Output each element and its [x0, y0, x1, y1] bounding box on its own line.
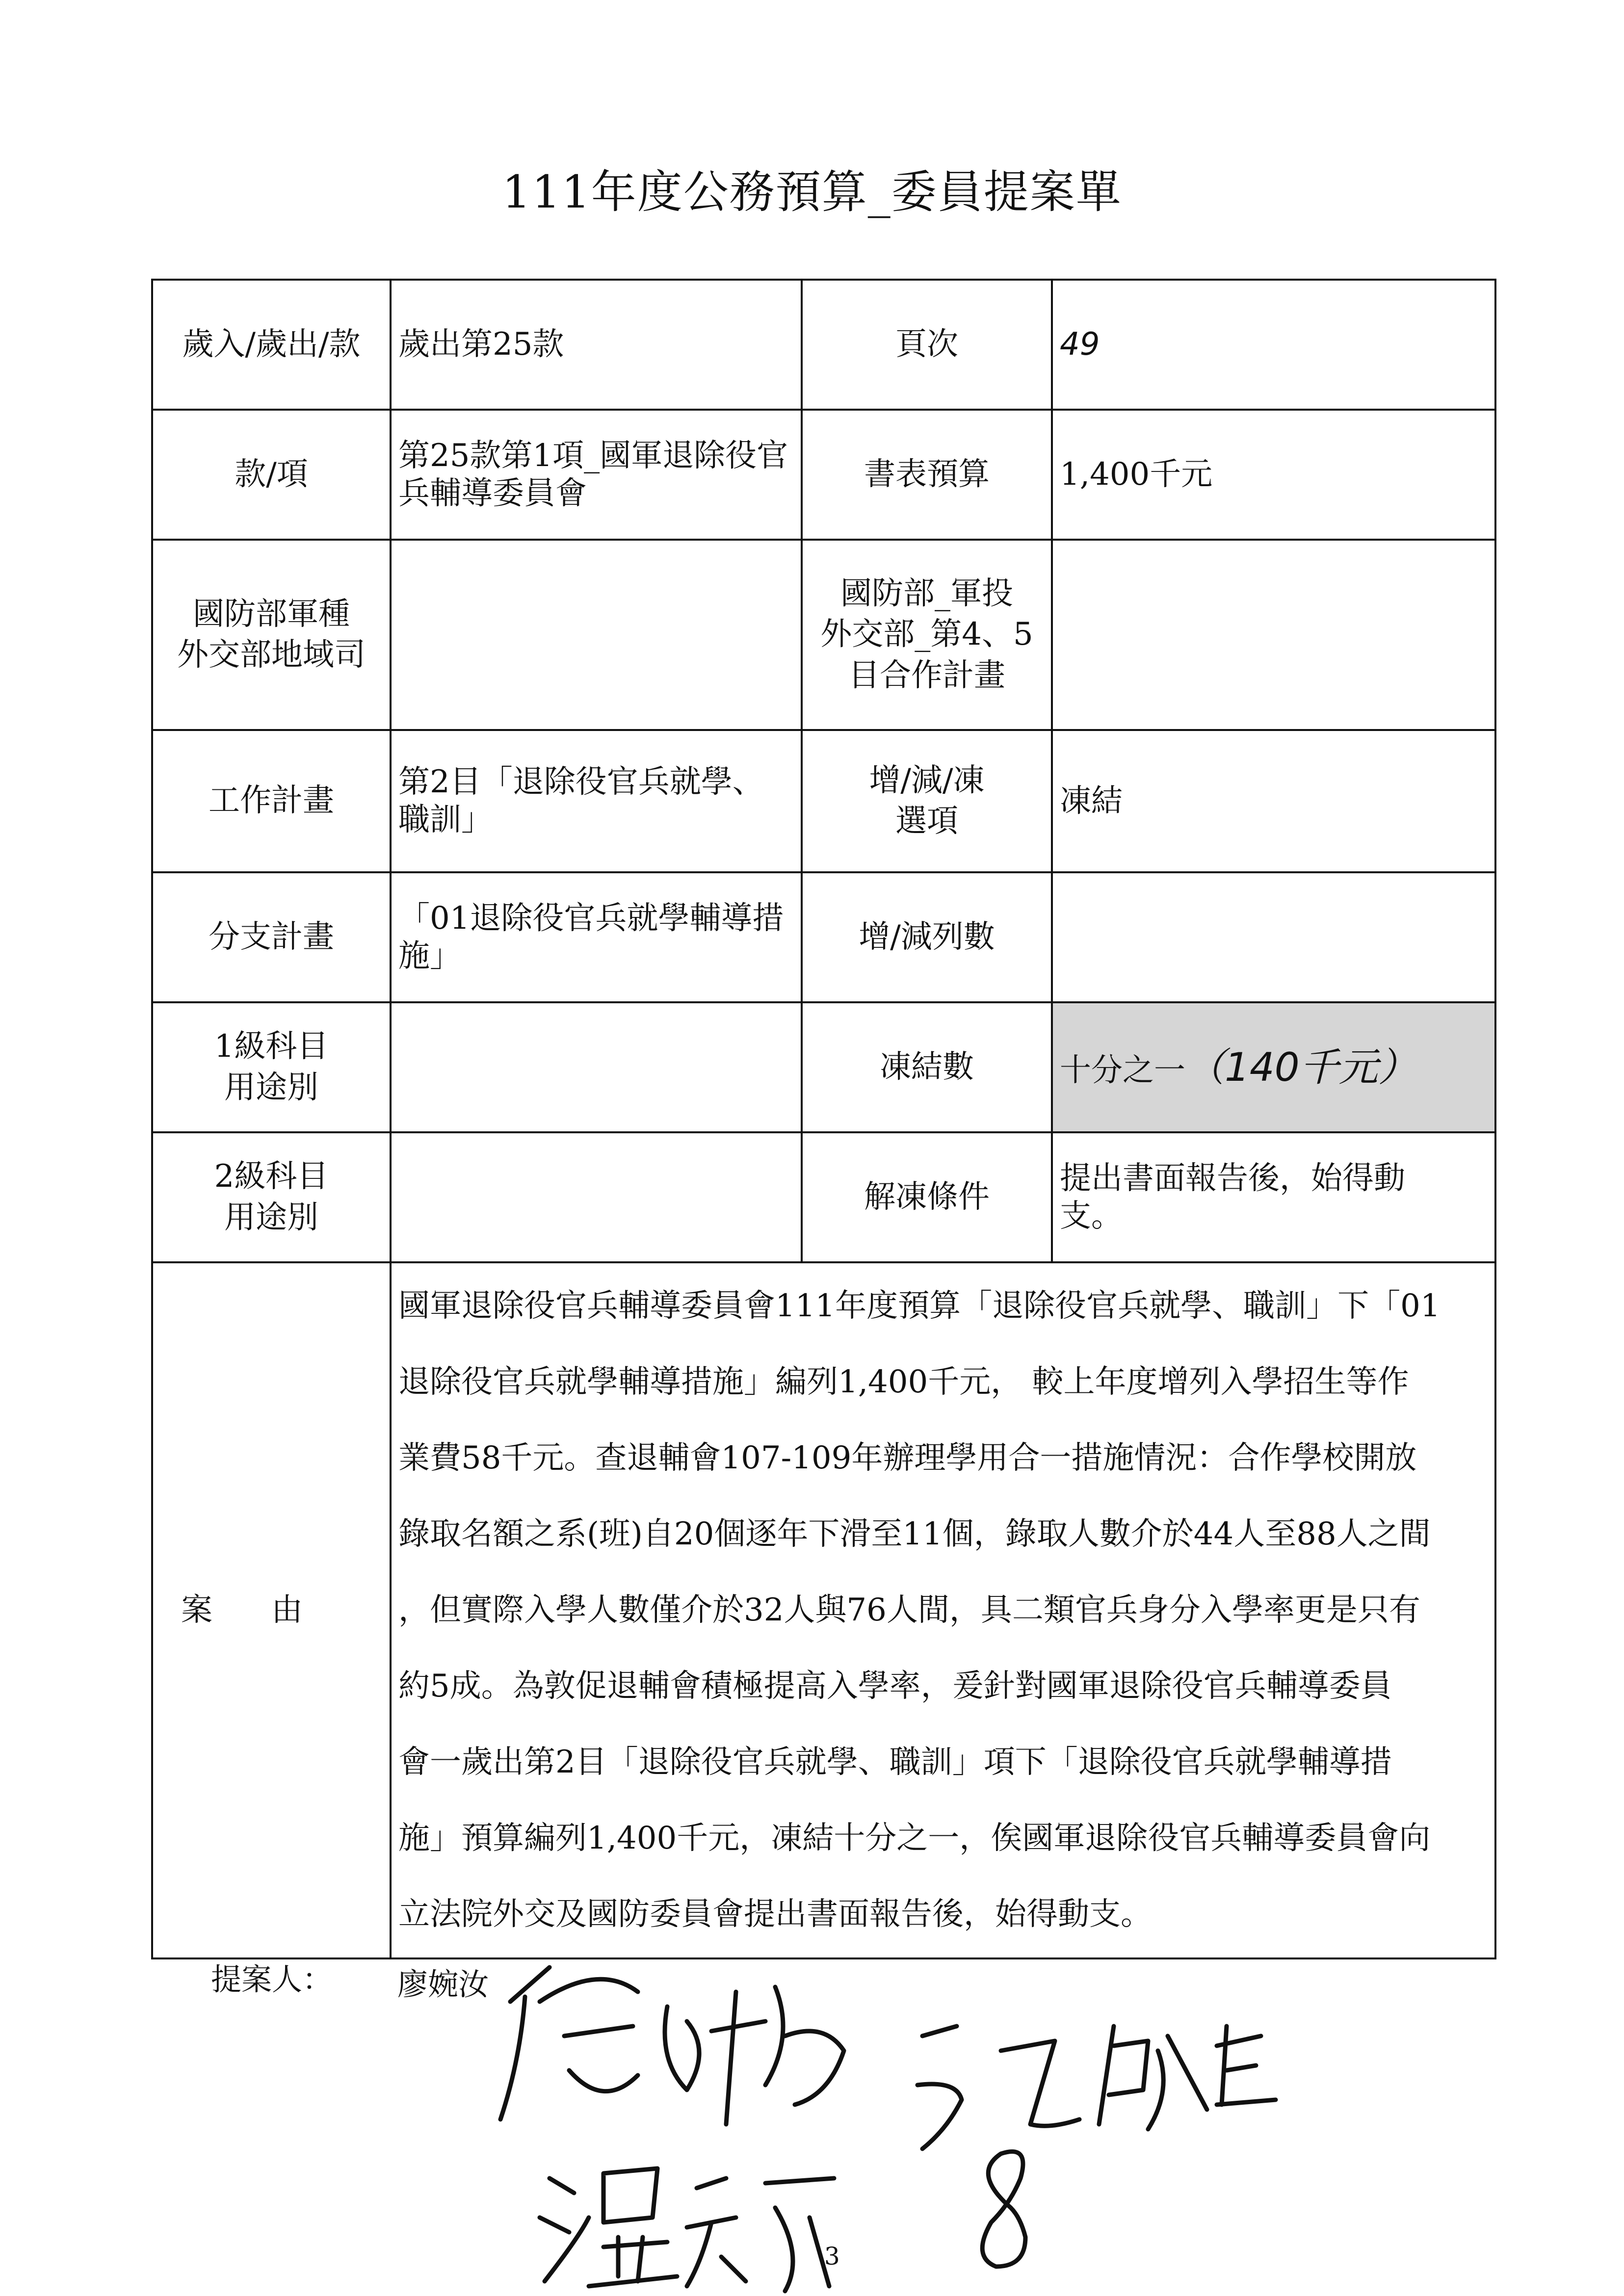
reason-line: 退除役官兵就學輔導措施」編列1,400千元， 較上年度增列入學招生等作	[398, 1364, 1409, 1400]
label-item: 款/項	[152, 410, 391, 540]
label-change-amount: 增/減列數	[802, 872, 1052, 1002]
label-section: 歲入/歲出/款	[152, 280, 391, 410]
proposer-label: 提案人：	[211, 1961, 333, 1997]
reason-line: 會一歲出第2目「退除役官兵就學、職訓」項下「退除役官兵就學輔導措	[398, 1744, 1392, 1780]
reason-line: 施」預算編列1,400千元，凍結十分之一，俟國軍退除役官兵輔導委員會向	[398, 1820, 1431, 1856]
label-reason: 案由	[152, 1262, 391, 1958]
value-budget: 1,400千元	[1052, 410, 1495, 540]
label-unfreeze-condition: 解凍條件	[802, 1132, 1052, 1262]
label-page: 頁次	[802, 280, 1052, 410]
label-freeze-amount: 凍結數	[802, 1002, 1052, 1132]
value-branch-plan: 「01退除役官兵就學輔導措 施」	[391, 872, 802, 1002]
label-ministry-division: 國防部軍種 外交部地域司	[152, 540, 391, 730]
reason-line: 業費58千元。查退輔會107-109年辦理學用合一措施情況：合作學校開放	[398, 1440, 1417, 1476]
label-level2-subject: 2級科目 用途別	[152, 1132, 391, 1262]
value-page: 49	[1052, 280, 1495, 410]
label-action-option: 增/減/凍 選項	[802, 730, 1052, 872]
label-work-plan: 工作計畫	[152, 730, 391, 872]
page-title: 111年度公務預算_委員提案單	[502, 166, 1122, 218]
label-level1-subject: 1級科目 用途別	[152, 1002, 391, 1132]
value-work-plan: 第2目「退除役官兵就學、 職訓」	[391, 730, 802, 872]
label-cooperation-plan: 國防部_軍投 外交部_第4、5 目合作計畫	[802, 540, 1052, 730]
value-section: 歲出第25款	[391, 280, 802, 410]
reason-line: 錄取名額之系(班)自20個逐年下滑至11個，錄取人數介於44人至88人之間	[398, 1516, 1431, 1552]
reason-line: 立法院外交及國防委員會提出書面報告後，始得動支。	[398, 1896, 1152, 1932]
signature-2	[540, 2168, 834, 2291]
signature-1	[500, 1967, 844, 2124]
reason-line: 國軍退除役官兵輔導委員會111年度預算「退除役官兵就學、職訓」下「01	[398, 1288, 1441, 1324]
freeze-amount-text: 十分之一	[1060, 1052, 1185, 1089]
label-branch-plan: 分支計畫	[152, 872, 391, 1002]
page-number: 3	[824, 2242, 840, 2270]
proposer-name: 廖婉汝	[397, 1966, 489, 2002]
label-budget: 書表預算	[802, 410, 1052, 540]
value-item: 第25款第1項_國軍退除役官 兵輔導委員會	[391, 410, 802, 540]
reason-line: 約5成。為敦促退輔會積極提高入學率，爰針對國軍退除役官兵輔導委員	[398, 1668, 1392, 1704]
signature-count-8	[982, 2152, 1025, 2267]
value-action-option: 凍結	[1052, 730, 1495, 872]
freeze-amount-handwritten: （140千元）	[1185, 1044, 1417, 1090]
reason-line: ，但實際入學人數僅介於32人與76人間，具二類官兵身分入學率更是只有	[398, 1592, 1420, 1628]
value-unfreeze-condition: 提出書面報告後，始得動 支。	[1052, 1132, 1495, 1262]
signature-3	[917, 2026, 1276, 2149]
